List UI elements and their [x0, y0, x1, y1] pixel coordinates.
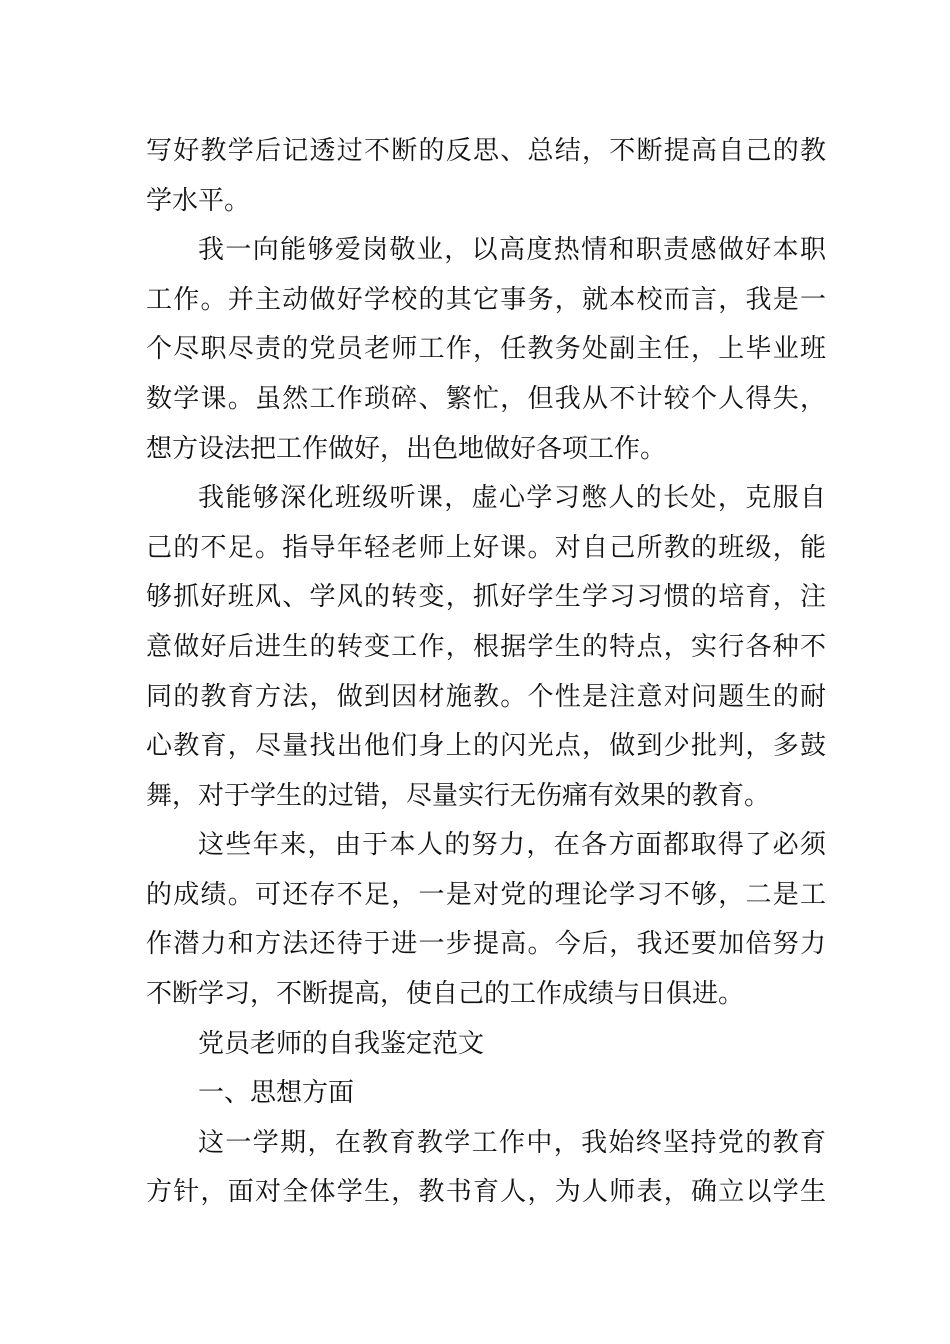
text-line: 心教育，尽量找出他们身上的闪光点，做到少批判，多鼓: [146, 731, 826, 761]
text-line: 够抓好班风、学风的转变，抓好学生学习习惯的培育，注: [146, 582, 826, 612]
paragraph-first-line: 这一学期，在教育教学工作中，我始终坚持党的教育: [198, 1128, 826, 1158]
text-line: 数学课。虽然工作琐碎、繁忙，但我从不计较个人得失，: [146, 384, 826, 414]
paragraph-first-line: 我一向能够爱岗敬业，以高度热情和职责感做好本职: [198, 235, 826, 265]
section-title: 党员老师的自我鉴定范文: [198, 1029, 485, 1059]
text-line: 学水平。: [146, 186, 251, 216]
text-line: 作潜力和方法还待于进一步提高。今后，我还要加倍努力: [146, 929, 826, 959]
section-heading: 一、思想方面: [198, 1078, 355, 1108]
text-line: 方针，面对全体学生，教书育人，为人师表，确立以学生: [146, 1177, 826, 1207]
text-line: 同的教育方法，做到因材施教。个性是注意对问题生的耐: [146, 682, 826, 712]
text-line: 个尽职尽责的党员老师工作，任教务处副主任，上毕业班: [146, 334, 826, 364]
text-line: 己的不足。指导年轻老师上好课。对自己所教的班级，能: [146, 533, 826, 563]
text-line: 舞，对于学生的过错，尽量实行无伤痛有效果的教育。: [146, 781, 771, 811]
text-line: 意做好后进生的转变工作，根据学生的特点，实行各种不: [146, 632, 826, 662]
paragraph-first-line: 这些年来，由于本人的努力，在各方面都取得了必须: [198, 830, 826, 860]
text-line: 写好教学后记透过不断的反思、总结，不断提高自己的教: [146, 136, 826, 166]
text-line: 不断学习，不断提高，使自己的工作成绩与日俱进。: [146, 979, 745, 1009]
text-line: 的成绩。可还存不足，一是对党的理论学习不够，二是工: [146, 880, 826, 910]
paragraph-first-line: 我能够深化班级听课，虚心学习憋人的长处，克服自: [198, 483, 826, 513]
text-line: 工作。并主动做好学校的其它事务，就本校而言，我是一: [146, 285, 826, 315]
text-line: 想方设法把工作做好，出色地做好各项工作。: [146, 434, 667, 464]
